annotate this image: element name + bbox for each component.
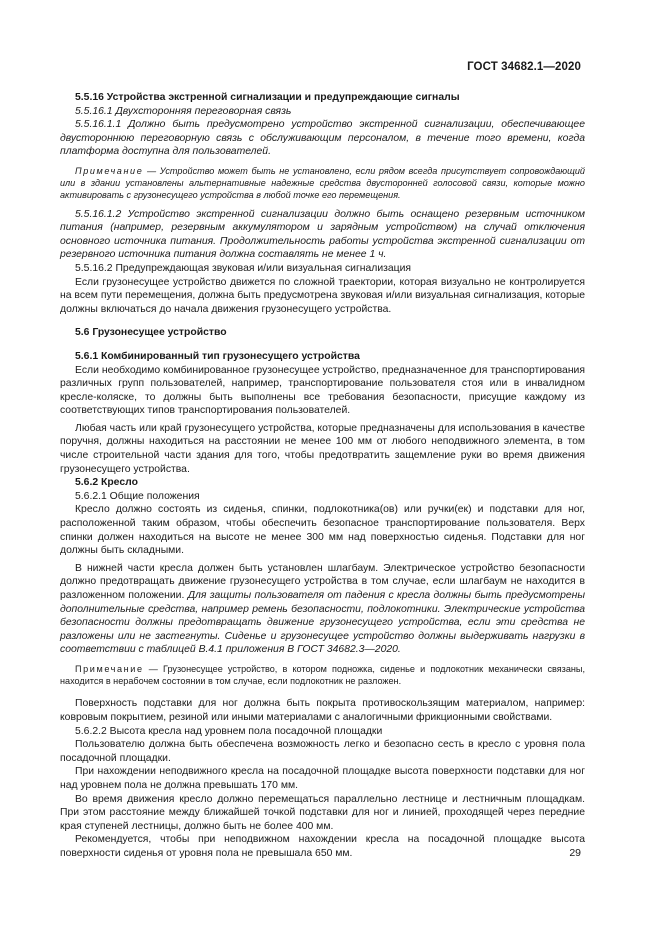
block-text: Кресло должно состоять из сиденья, спинки, подлокотника(ов) или ручки(ек) и подставки для ног, расположенной таким образом, чтобы обеспечить безопасное транспортирование пользователя. Верх спинки должен находиться на высоте не менее 300 мм над поверхностью сиденья. Подставки для ног должны быть складными. <box>60 504 585 557</box>
block-text: — Грузонесущее устройство, в котором подножка, сиденье и подлокотник механически связаны, находится в нерабочем состоянии в том случае, если подлокотник не разложен. <box>60 663 585 687</box>
block-text: 5.5.16.1.1 Должно быть предусмотрено устройство экстренной сигнализации, обеспечивающее двустороннюю переговорную связь с обслуживающим персоналом, в течение того времени, когда платформа доступна для пользователей. <box>60 119 585 158</box>
block-text: 5.5.16 Устройства экстренной сигнализации и предупреждающие сигналы <box>75 92 460 103</box>
subsection-title <box>60 262 585 276</box>
note <box>60 663 585 687</box>
block-text: 5.5.16.1 Двухсторонняя переговорная связь <box>75 105 292 117</box>
paragraph <box>60 422 585 476</box>
block-text: Рекомендуется, чтобы при неподвижном нахождении кресла на посадочной площадке высота поверхности сиденья от уровня пола не превышала 650 мм. <box>60 834 585 859</box>
block-text-italic: Для защиты пользователя от падения с кресла должны быть предусмотрены дополнительные средства, например ремень безопасности, подлокотники. Электрические устройства безопасности должны предотвращать движение грузонесущего устройства, если эти средства не разложены или не застегнуты. Сиденье и грузонесущее устройство должны выдерживать нагрузки в соответствии с таблицей В.4.1 приложения В ГОСТ 34682.3—2020. <box>60 590 585 656</box>
note <box>60 165 585 202</box>
paragraph <box>60 118 585 159</box>
block-text: В нижней части кресла должен быть установлен шлагбаум. Электрическое устройство безопасности должно предотвращать движение грузонесущего устройства в том случае, если шлагбаум не находится в разложенном положении. <box>60 562 585 602</box>
block-text: Во время движения кресло должно перемещаться параллельно лестнице и лестничным площадкам. При этом расстояние между ближайшей точкой подставки для ног и линией, проходящей через передние края ступеней лестницы, должно быть не более 400 мм. <box>60 793 585 832</box>
block-text: 5.6.2 Кресло <box>75 477 138 489</box>
subsection-title <box>60 725 585 739</box>
subsection-title <box>60 105 585 119</box>
block-text: Любая часть или край грузонесущего устройства, которые предназначены для использования в качестве поручня, должны находиться на расстоянии не менее 100 мм от любого неподвижного элемента, в том числе строительной части здания для того, чтобы предотвратить защемление руки во время движения грузонесущего устройства. <box>60 422 585 475</box>
subsection-title <box>60 490 585 504</box>
block-text: 5.6 Грузонесущее устройство <box>75 327 227 339</box>
paragraph <box>60 276 585 317</box>
section-heading <box>60 326 585 340</box>
paragraph <box>60 793 585 834</box>
paragraph <box>60 562 585 657</box>
block-text: Поверхность подставки для ног должна быть покрыта противоскользящим материалом, например: ковровым покрытием, резиной или иными материалами с аналогичными фрикционными свойствами. <box>60 698 585 723</box>
block-text: 5.6.2.1 Общие положения <box>75 490 200 502</box>
block-text: Если необходимо комбинированное грузонесущее устройство, предназначенное для транспортирования различных групп пользователей, например, транспортирование пользователя стоя или в инвалидном кресле-коляске, то должны быть выполнены все требования безопасности, присущие каждому из соответствующих типов транспортирования пользователей. <box>60 364 585 417</box>
paragraph <box>60 738 585 765</box>
section-heading <box>60 91 585 105</box>
paragraph <box>60 208 585 262</box>
block-text: Пользователю должна быть обеспечена возможность легко и безопасно сесть в кресло с уровня пола посадочной площадки. <box>60 739 585 764</box>
standard-header: ГОСТ 34682.1—2020 <box>467 61 581 73</box>
page-number: 29 <box>569 847 581 859</box>
section-heading <box>60 476 585 490</box>
section-heading <box>60 350 585 364</box>
paragraph <box>60 833 585 860</box>
paragraph <box>60 765 585 792</box>
document-body <box>60 91 585 861</box>
block-text: При нахождении неподвижного кресла на посадочной площадке высота поверхности подставки для ног над уровнем пола не должна превышать 170 мм. <box>60 766 585 791</box>
block-text: Если грузонесущее устройство движется по сложной траектории, которая визуально не контролируется на всем пути перемещения, должна быть предусмотрена звуковая и/или визуальная сигнализация, которые должны включаться до начала движения грузонесущего устройства. <box>60 276 585 315</box>
block-text: 5.6.1 Комбинированный тип грузонесущего устройства <box>75 350 360 362</box>
paragraph <box>60 364 585 418</box>
block-text: 5.6.2.2 Высота кресла над уровнем пола посадочной площадки <box>75 725 383 737</box>
block-text: — Устройство может быть не установлено, если рядом всегда присутствует сопровождающий или в здании установлены альтернативные надежные средства двусторонней голосовой связи, которые можно активировать с грузонесущего устройства в любой точке его перемещения. <box>60 165 585 201</box>
paragraph <box>60 503 585 557</box>
note-label: Примечание <box>75 663 144 674</box>
note-label: Примечание <box>75 165 144 176</box>
block-text: 5.5.16.2 Предупреждающая звуковая и/или визуальная сигнализация <box>75 262 412 274</box>
paragraph <box>60 697 585 724</box>
block-text: 5.5.16.1.2 Устройство экстренной сигнализации должно быть оснащено резервным источником питания (например, резервным аккумулятором и зарядным устройством) на случай отключения основного источника питания. Продолжительность работы устройства экстренной сигнализации от резервного источника питания должна составлять не менее 1 ч. <box>60 208 585 261</box>
